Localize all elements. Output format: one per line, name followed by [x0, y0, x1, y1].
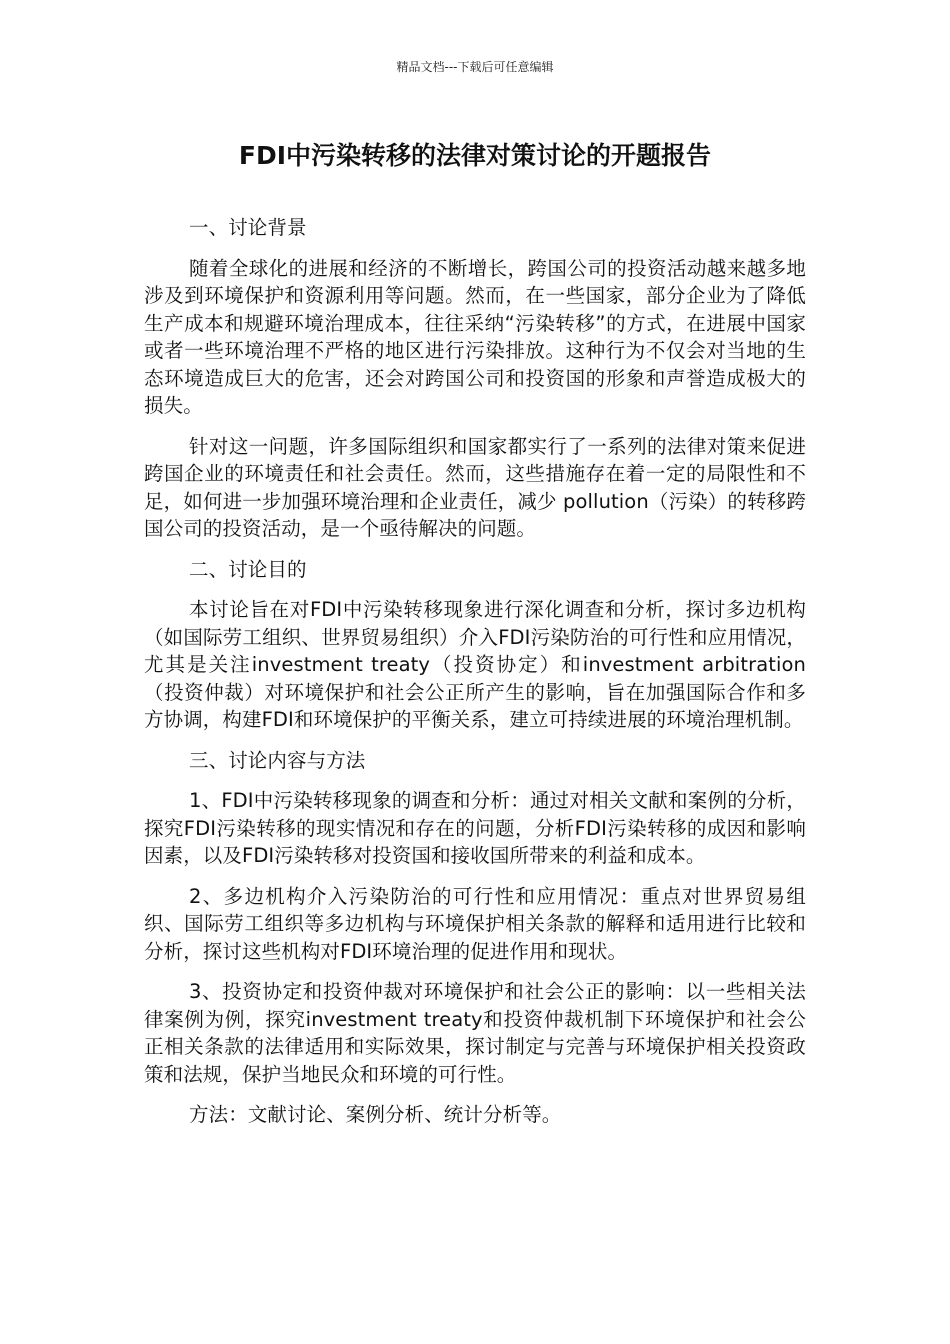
document-body	[144, 214, 806, 1142]
paragraph-content-2: 2、多边机构介入污染防治的可行性和应用情况：重点对世界贸易组织、国际劳工组织等多边机构与环境保护相关条款的解释和适用进行比较和分析，探讨这些机构对FDI环境治理的促进作用和现状。	[144, 884, 806, 963]
document-title: FDI中污染转移的法律对策讨论的开题报告	[238, 141, 712, 170]
section-heading-content-methods: 三、讨论内容与方法	[189, 748, 366, 772]
paragraph-content-1: 1、FDI中污染转移现象的调查和分析：通过对相关文献和案例的分析，探究FDI污染转移的现实情况和存在的问题，分析FDI污染转移的成因和影响因素，以及FDI污染转移对投资国和接收国所带来的利益和成本。	[144, 789, 806, 867]
paragraph-purpose-1: 本讨论旨在对FDI中污染转移现象进行深化调查和分析，探讨多边机构（如国际劳工组织、世界贸易组织）介入FDI污染防治的可行性和应用情况，尤其是关注investment treaty（投资协定）和investment arbitration（投资仲裁）对环境保护和社会公正所产生的影响，旨在加强国际合作和多方协调，构建FDI和环境保护的平衡关系，建立可持续进展的环境治理机制。	[144, 598, 806, 731]
paragraph-background-2: 针对这一问题，许多国际组织和国家都实行了一系列的法律对策来促进跨国企业的环境责任和社会责任。然而，这些措施存在着一定的局限性和不足，如何进一步加强环境治理和企业责任，减少 pollution（污染）的转移跨国公司的投资活动，是一个亟待解决的问题。	[144, 434, 806, 540]
section-heading-purpose: 二、讨论目的	[189, 557, 307, 581]
paragraph-background-1: 随着全球化的进展和经济的不断增长，跨国公司的投资活动越来越多地涉及到环境保护和资源利用等问题。然而，在一些国家，部分企业为了降低生产成本和规避环境治理成本，往往采纳“污染转移”的方式，在进展中国家或者一些环境治理不严格的地区进行污染排放。这种行为不仅会对当地的生态环境造成巨大的危害，还会对跨国公司和投资国的形象和声誉造成极大的损失。	[144, 256, 806, 417]
paragraph-methods: 方法：文献讨论、案例分析、统计分析等。	[189, 1103, 562, 1126]
section-heading-background: 一、讨论背景	[189, 216, 307, 239]
page-header: 精品文档---下载后可任意编辑	[396, 60, 554, 74]
paragraph-content-3: 3、投资协定和投资仲裁对环境保护和社会公正的影响：以一些相关法律案例为例，探究investment treaty和投资仲裁机制下环境保护和社会公正相关条款的法律适用和实际效果，探讨制定与完善与环境保护相关投资政策和法规，保护当地民众和环境的可行性。	[144, 980, 806, 1086]
